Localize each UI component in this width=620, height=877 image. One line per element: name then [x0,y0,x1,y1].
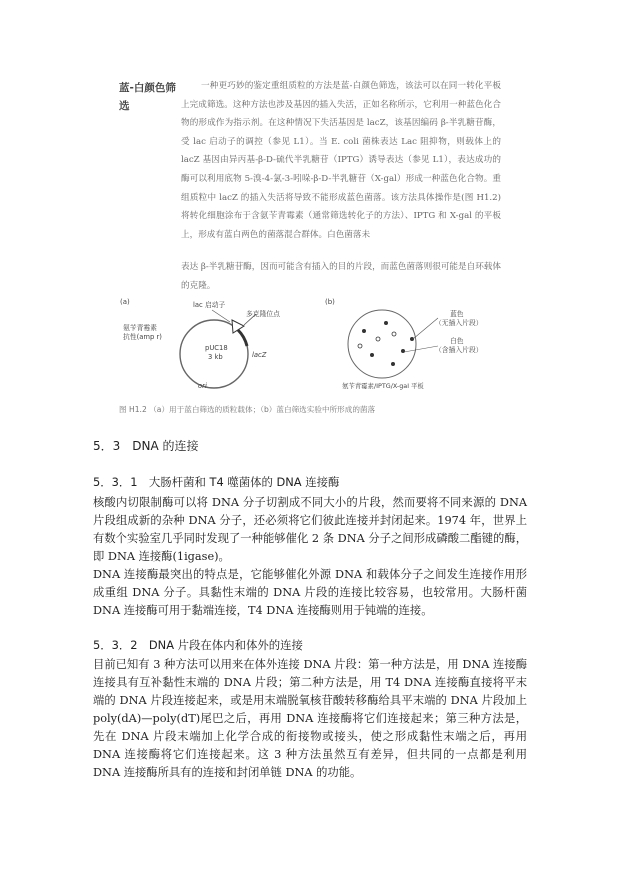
scan-paragraph-1: 一种更巧妙的鉴定重组质粒的方法是蓝-白颜色筛选，该法可以在同一转化平板上完成筛选。这种方法也涉及基因的插入失活，正如名称所示，它利用一种蓝色化合物的形成作为指示剂。在这种情况下失活基因是 lacZ，该基因编码 β-半乳糖苷酶，受 lac 启动子的调控（参见 L1）。当 E. coli 菌株表达 Lac 阻抑物，则载体上的 lacZ 基因由异丙基-β-D-硫代半乳糖苷（IPTG）诱导表达（参见 L1），表达成功的酶可以利用底物 5-溴-4-氯-3-吲哚-β-D-半乳糖苷（X-gal）形成一种蓝色化合物。重组质粒中 lacZ 的插入失活将导致不能形成蓝色菌落。该方法具体操作是(图 H1.2) 将转化细胞涂布于含氨苄青霉素（通常筛选转化子的方法）、IPTG 和 X-gal 的平板上，形成有蓝白两色的菌落混合群体。白色菌落未 [181,81,501,240]
section-5-3-1-title: 5．3．1 大肠杆菌和 T4 噬菌体的 DNA 连接酶 [93,475,340,489]
fig-a-promoter: lac 启动子 [193,301,226,309]
fig-b-blue-line1: 蓝色 [450,310,464,318]
fig-a-mcs: 多克隆位点 [246,310,280,318]
fig-b-white-line1: 白色 [450,337,464,345]
lac-promoter-arrow [238,330,247,346]
figure-caption: 图 H1.2 （a）用于蓝白筛选的质粒载体；（b）蓝白筛选实验中所形成的菌落 [119,405,376,414]
blue-colony [362,329,366,333]
blue-colony [401,349,405,353]
fig-b-label: (b) [325,298,335,306]
section-5-3-title: 5．3 DNA 的连接 [93,439,199,453]
fig-a-plasmid-name: pUC18 [205,344,228,352]
section-5-3-2-paragraph-1: 目前已知有 3 种方法可以用来在体外连接 DNA 片段：第一种方法是，用 DNA 连接酶连接具有互补黏性末端的 DNA 片段；第二种方法是，用 T4 DNA 连接酶直接将平末端的 DNA 片段连接起来，或是用末端脱氧核苷酸转移酶给具平末端的 DNA 片段加上 poly(dA)—poly(dT)尾巴之后，再用 DNA 连接酶将它们连接起来；第三种方法是，先在 DNA 片段末端加上化学合成的衔接物或接头，使之形成黏性末端之后，再用 DNA 连接酶将它们连接起来。这 3 种方法虽然互有差异，但共同的一点都是利用 DNA 连接酶所具有的连接和封闭单链 DNA 的功能。 [93,658,527,779]
white-colony [376,337,380,341]
fig-a-label: (a) [120,298,130,306]
white-colony [358,344,362,348]
fig-a-ori: ori [198,382,207,390]
white-pointer [404,346,438,352]
fig-a-amp-line2: 抗性(amp r) [123,333,162,341]
blue-colony [391,362,395,366]
section-5-3-1-paragraph-2: DNA 连接酶最突出的特点是，它能够催化外源 DNA 和载体分子之间发生连接作用形成重组 DNA 分子。具黏性末端的 DNA 片段的连接比较容易，也较常用。大肠杆菌 DNA 连接酶可用于黏端连接，T4 DNA 连接酶则用于钝端的连接。 [93,568,527,617]
fig-a-amp-line1: 氨苄青霉素 [123,324,157,332]
fig-a-lacz: lacZ [252,351,267,359]
section-5-3-1-paragraph-1: 核酸内切限制酶可以将 DNA 分子切割成不同大小的片段，然而要将不同来源的 DNA 片段组成新的杂种 DNA 分子，还必须将它们彼此连接并封闭起来。1974 年，世界上有数个实验室几乎同时发现了一种能够催化 2 条 DNA 分子之间形成磷酸二酯键的酶，即 DNA 连接酶(1igase)。 [93,496,527,563]
section-5-3-2-title: 5．3．2 DNA 片段在体内和体外的连接 [93,638,303,652]
white-colonies [358,332,396,348]
fig-b-plate: 氨苄青霉素/IPTG/X-gal 平板 [342,382,424,390]
white-colony [392,332,396,336]
scan-paragraph-2: 表达 β-半乳糖苷酶，因而可能含有插入的目的片段，而蓝色菌落则很可能是自环载体的克隆。 [181,262,501,291]
agar-plate [348,310,416,378]
fig-a-plasmid-size: 3 kb [208,353,223,361]
figure-h1-2 [120,296,540,396]
fig-b-blue-line2: （无插入片段） [435,319,483,327]
fig-b-white-line2: （含插入片段） [435,346,483,354]
blue-colony [384,321,388,325]
blue-colonies [362,321,414,366]
blue-colony [370,353,374,357]
side-title: 蓝-白颜色筛选 [119,82,176,112]
